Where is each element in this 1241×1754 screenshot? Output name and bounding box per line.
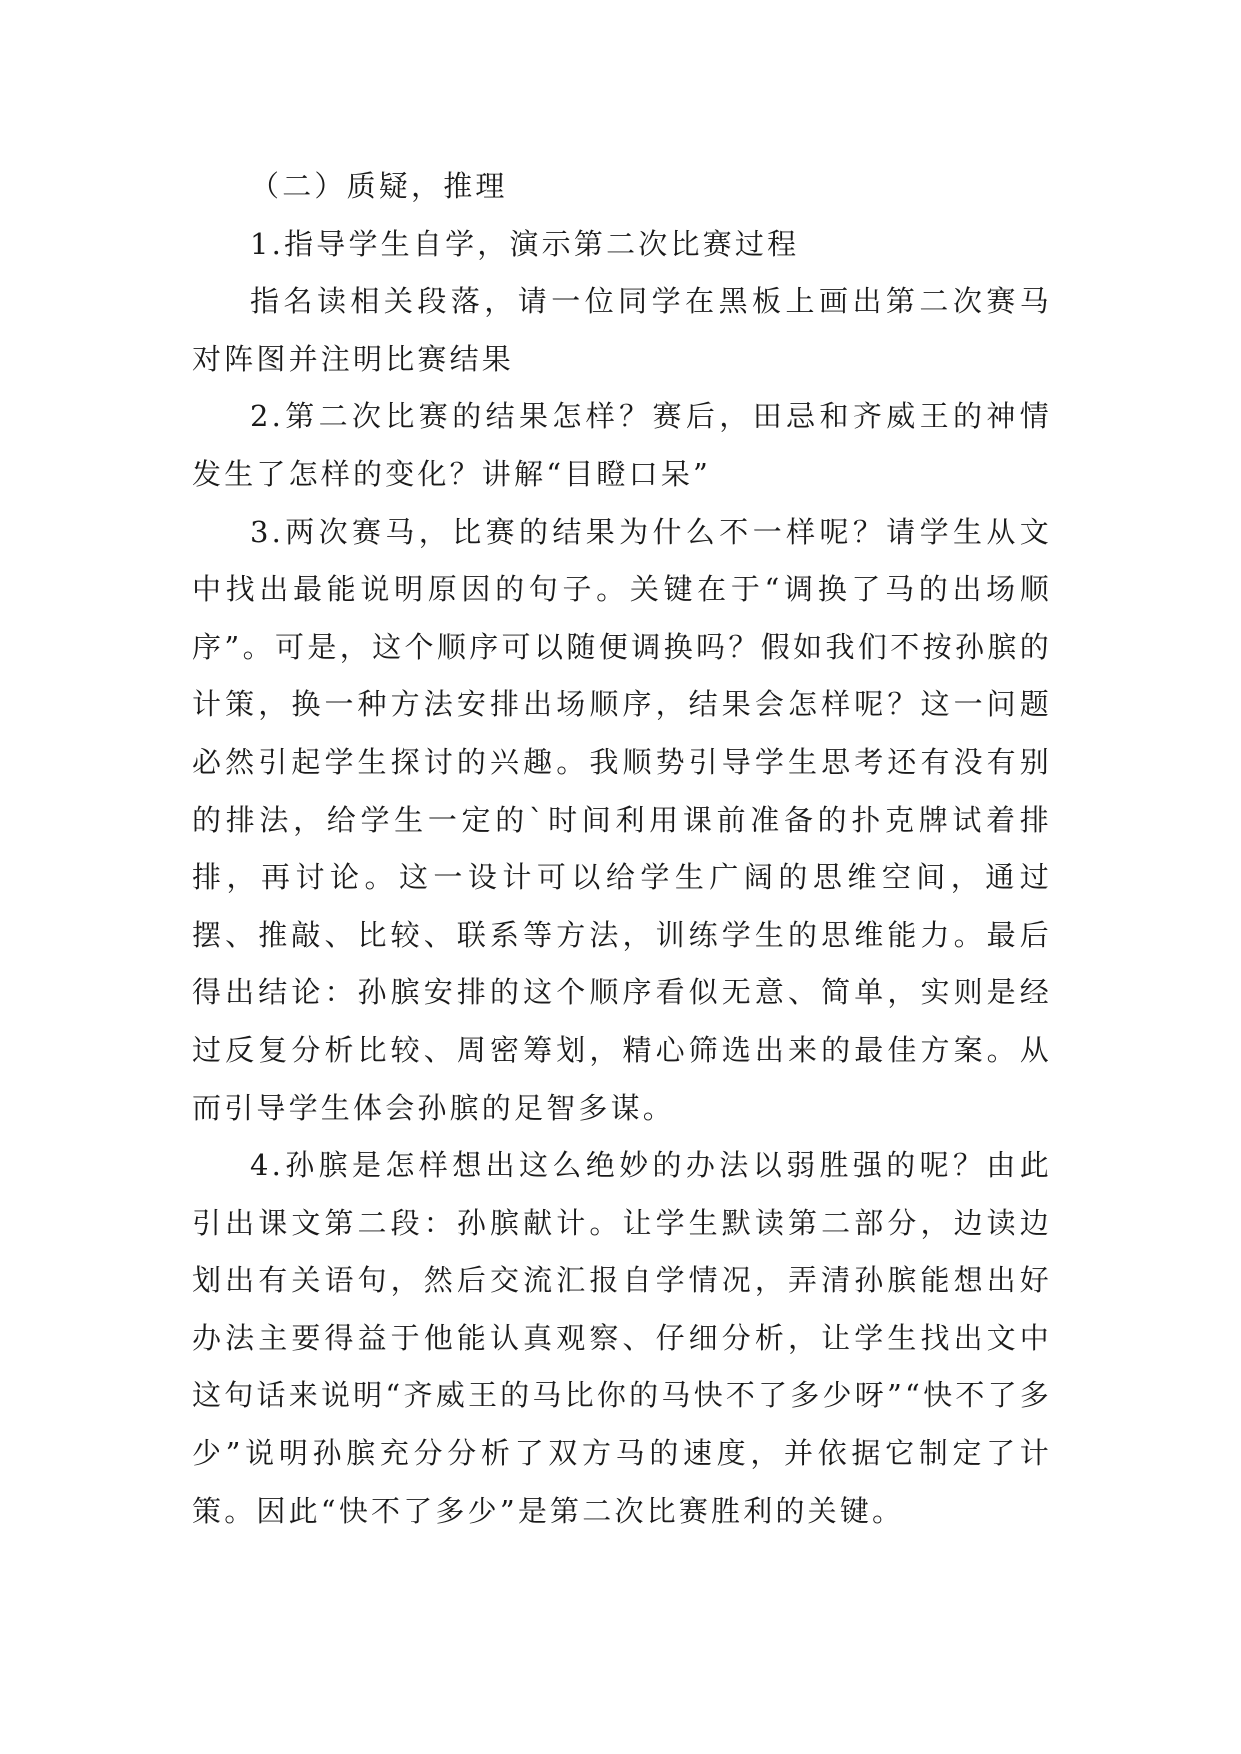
paragraph-step-4: 4.孙膑是怎样想出这么绝妙的办法以弱胜强的呢？由此引出课文第二段：孙膑献计。让学生默读第二部分，边读边划出有关语句，然后交流汇报自学情况，弄清孙膑能想出好办法主要得益于他能认真观察、仔细分析，让学生找出文中这句话来说明“齐威王的马比你的马快不了多少呀”“快不了多少”说明孙膑充分分析了双方马的速度，并依据它制定了计策。因此“快不了多少”是第二次比赛胜利的关键。 [192, 1148, 1052, 1528]
paragraph-step-3: 3.两次赛马，比赛的结果为什么不一样呢？请学生从文中找出最能说明原因的句子。关键在于“调换了马的出场顺序”。可是，这个顺序可以随便调换吗？假如我们不按孙膑的计策，换一种方法安排出场顺序，结果会怎样呢？这一问题必然引起学生探讨的兴趣。我顺势引导学生思考还有没有别的排法，给学生一定的`时间利用课前准备的扑克牌试着排排，再讨论。这一设计可以给学生广阔的思维空间，通过摆、推敲、比较、联系等方法，训练学生的思维能力。最后得出结论：孙膑安排的这个顺序看似无意、简单，实则是经过反复分析比较、周密筹划，精心筛选出来的最佳方案。从而引导学生体会孙膑的足智多谋。 [192, 514, 1052, 1125]
paragraph-step-1-title: 1.指导学生自学，演示第二次比赛过程 [250, 226, 800, 261]
paragraph-step-2: 2.第二次比赛的结果怎样？赛后，田忌和齐威王的神情发生了怎样的变化？讲解“目瞪口呆” [192, 399, 1052, 491]
document-page [192, 158, 1052, 1540]
section-heading: （二）质疑，推理 [250, 169, 508, 203]
paragraph-step-1-detail: 指名读相关段落，请一位同学在黑板上画出第二次赛马对阵图并注明比赛结果 [192, 284, 1052, 376]
